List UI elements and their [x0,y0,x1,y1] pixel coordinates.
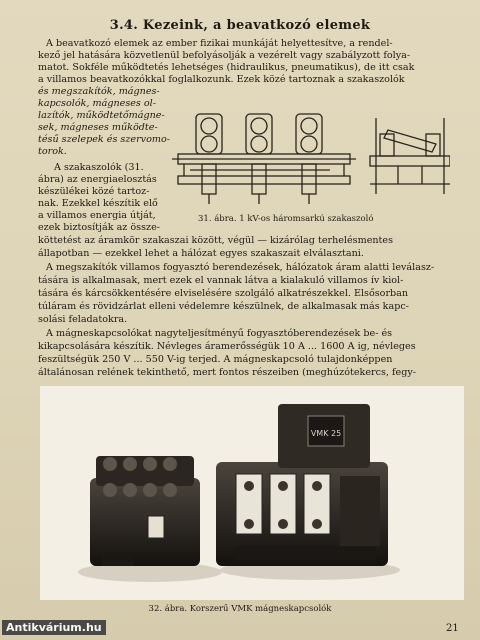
contactor-photo [40,386,464,600]
section-heading: 3.4. Kezeink, a beavatkozó elemek [109,18,371,33]
text-line: tására és kárcsökkentésére elviselésére szolgáló alkatrészekkel. Elsősorban [38,288,409,299]
left-contactor [90,456,200,566]
text-line: solási feladatokra. [38,314,128,325]
text-line: állapotban — ezekkel lehet a hálózat egyes szakaszait elválasztani. [38,248,364,259]
text-line: kező jel hatására közvetlenül befolyásolják a vezérelt vagy szabályzott folya- [38,50,411,61]
text-line: kikapcsolására készítik. Névleges áramerősségük 10 A ... 1600 A ig, névleges [38,341,416,352]
text-line: feszültségük 250 V ... 550 V-ig terjed. A mágneskapcsoló tulajdonképpen [38,354,393,365]
text-line: tására is alkalmasak, mert ezek el vannak látva a kialakuló villamos ív kiol- [38,275,404,286]
text-line: ábra) az energiaelosztás [38,174,157,185]
figure-31-caption: 31. ábra. 1 kV-os háromsarkú szakaszoló [198,214,374,224]
text-line: tésű szelepek és szervomo- [38,134,170,145]
text-line: sek, mágneses működte- [38,122,158,133]
text-line: köttetést az áramkör szakaszai között, végül — kizárólag terhelésmentes [38,235,394,246]
text-line: lazítók, működtetőmágne- [38,110,165,121]
text-line: A mágneskapcsolókat nagyteljesítményű fogyasztóberendezések be- és [46,328,393,339]
text-line: túláram és rövidzárlat elleni védelemre készülnek, de alkalmasak más kapc- [38,301,409,312]
text-line: készülékei közé tartoz- [38,186,150,197]
text-line: A beavatkozó elemek az ember fizikai munkáját helyettesítve, a rendel- [46,38,393,49]
text-line: a villamos energia útját, [38,210,156,221]
text-line: torok. [38,146,67,157]
text-line: általánosan relének tekinthető, mert fontos részeiben (meghúzótekercs, fegy- [38,367,417,378]
text-line: A szakaszolók (31. [54,162,144,173]
text-line: ezek biztosítják az össze- [38,222,160,233]
text-line: nak. Ezekkel készítik elő [38,198,158,209]
disconnector-diagram [170,104,450,208]
right-contactor [216,404,388,566]
text-line: kapcsolók, mágneses ol- [38,98,156,109]
contactor-illustration [40,386,464,600]
text-line: A megszakítók villamos fogyasztó berendezések, hálózatok áram alatti leválasz- [46,262,435,273]
watermark-logo: Antikvárium.hu [2,620,106,635]
page-number: 21 [446,623,459,634]
text-line: és megszakítók, mágnes- [38,86,160,97]
figure-32-caption: 32. ábra. Korszerű VMK mágneskapcsolók [148,604,332,614]
text-line: matot. Sokféle működtetés lehetséges (hidraulikus, pneumatikus), de itt csak [38,62,415,73]
text-line: a villamos beavatkozókkal foglalkozunk. Ezek közé tartoznak a szakaszolók [38,74,405,85]
device-nameplate: VMK 25 [310,429,342,438]
